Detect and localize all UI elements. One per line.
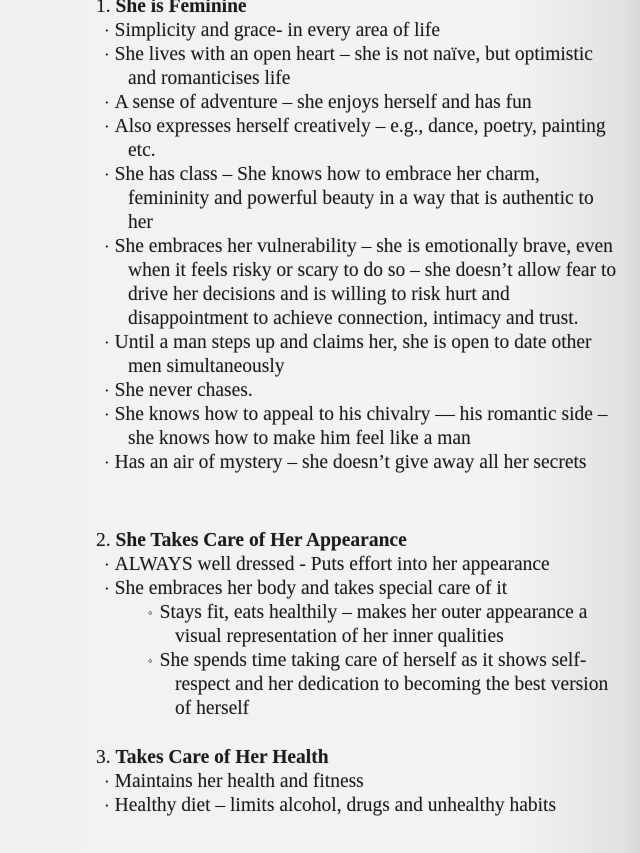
- dot-bullet-icon: ·: [104, 333, 110, 352]
- list-item: [96, 403, 621, 451]
- dot-bullet-icon: ·: [104, 555, 110, 574]
- item-text: A sense of adventure – she enjoys herself and has fun: [114, 92, 532, 113]
- item-text: She never chases.: [114, 380, 253, 401]
- sub-item-text: She spends time taking care of herself as it shows self-respect and her dedication to becoming the best version of herself: [159, 650, 609, 719]
- section-number: 2.: [96, 530, 116, 551]
- list-item: [96, 577, 621, 601]
- sub-item-text: Stays fit, eats healthily – makes her outer appearance a visual representation of her inner qualities: [159, 602, 588, 647]
- circle-bullet-icon: ◦: [148, 653, 153, 668]
- item-text: Simplicity and grace- in every area of life: [114, 20, 441, 41]
- dot-bullet-icon: ·: [104, 165, 110, 184]
- item-text: Healthy diet – limits alcohol, drugs and unhealthy habits: [114, 795, 557, 816]
- list-item: [96, 331, 621, 379]
- dot-bullet-icon: ·: [104, 117, 110, 136]
- dot-bullet-icon: ·: [104, 45, 110, 64]
- section: [96, 529, 621, 721]
- section-title: She is Feminine: [115, 0, 247, 17]
- list-item: [96, 770, 621, 794]
- dot-bullet-icon: ·: [104, 772, 110, 791]
- circle-bullet-icon: ◦: [148, 605, 153, 620]
- list-item: [96, 91, 621, 115]
- list-item: [96, 794, 621, 818]
- document-content: [96, 0, 621, 818]
- dot-bullet-icon: ·: [104, 796, 110, 815]
- list-item: [96, 451, 621, 475]
- item-text: She lives with an open heart – she is not naïve, but optimistic and romanticises life: [114, 44, 593, 89]
- section-heading: [96, 0, 621, 19]
- section: [96, 0, 621, 475]
- list-item: [96, 19, 621, 43]
- sub-list-item: [96, 649, 621, 721]
- list-item: [96, 163, 621, 235]
- section-heading: [96, 746, 621, 770]
- section-number: 3.: [96, 747, 116, 768]
- item-text: Also expresses herself creatively – e.g., dance, poetry, painting etc.: [114, 116, 606, 161]
- list-item: [96, 115, 621, 163]
- dot-bullet-icon: ·: [104, 453, 110, 472]
- list-item: [96, 43, 621, 91]
- section-title: Takes Care of Her Health: [115, 747, 329, 768]
- dot-bullet-icon: ·: [104, 21, 110, 40]
- list-item: [96, 379, 621, 403]
- dot-bullet-icon: ·: [104, 405, 110, 424]
- dot-bullet-icon: ·: [104, 579, 110, 598]
- sub-list-item: [96, 601, 621, 649]
- item-text: She has class – She knows how to embrace her charm, femininity and powerful beauty in a way that is authentic to her: [114, 164, 594, 233]
- dot-bullet-icon: ·: [104, 237, 110, 256]
- item-text: She embraces her body and takes special care of it: [114, 578, 508, 599]
- item-text: Has an air of mystery – she doesn’t give away all her secrets: [114, 452, 587, 473]
- dot-bullet-icon: ·: [104, 381, 110, 400]
- item-text: She knows how to appeal to his chivalry — his romantic side – she knows how to make him feel like a man: [114, 404, 608, 449]
- list-item: [96, 235, 621, 331]
- section-title: She Takes Care of Her Appearance: [115, 530, 407, 551]
- section-heading: [96, 529, 621, 553]
- section-number: 1.: [96, 0, 116, 17]
- section: [96, 746, 621, 818]
- item-text: ALWAYS well dressed - Puts effort into her appearance: [114, 554, 550, 575]
- item-text: She embraces her vulnerability – she is emotionally brave, even when it feels risky or scary to do so – she doesn’t allow fear to drive her decisions and is willing to risk hurt and disappointment to achieve connection, intimacy and trust.: [114, 236, 617, 329]
- dot-bullet-icon: ·: [104, 93, 110, 112]
- item-text: Maintains her health and fitness: [114, 771, 364, 792]
- item-text: Until a man steps up and claims her, she is open to date other men simultaneously: [114, 332, 592, 377]
- list-item: [96, 553, 621, 577]
